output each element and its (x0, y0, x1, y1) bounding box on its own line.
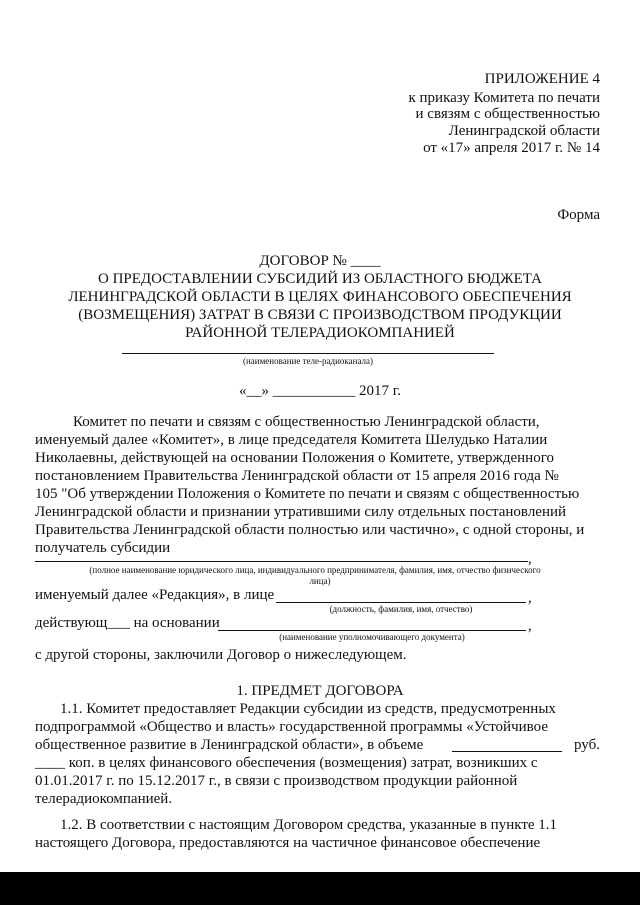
clause-1-2-line: настоящего Договора, предоставляются на частичное финансовое обеспечение (35, 835, 541, 851)
intro-line: постановлением Правительства Ленинградской области от 15 апреля 2016 года № (35, 468, 559, 484)
acting-line: действующ___ на основании (35, 615, 220, 631)
editorial-person-field[interactable] (276, 602, 526, 603)
appendix-title: ПРИЛОЖЕНИЕ 4 (484, 71, 600, 87)
intro-line: Правительства Ленинградской области полностью или частично», с одной стороны, и (35, 522, 585, 538)
recipient-caption-end: лица) (309, 576, 331, 586)
form-label: Форма (557, 207, 600, 223)
contract-title-line-4: (ВОЗМЕЩЕНИЯ) ЗАТРАТ В СВЯЗИ С ПРОИЗВОДСТВОМ ПРОДУКЦИИ (78, 307, 562, 323)
authority-document-field[interactable] (218, 630, 526, 631)
appendix-line-2: к приказу Комитета по печати (408, 90, 600, 106)
contract-title-line-3: ЛЕНИНГРАДСКОЙ ОБЛАСТИ В ЦЕЛЯХ ФИНАНСОВОГО ОБЕСПЕЧЕНИЯ (68, 289, 572, 305)
clause-1-1-line: ____ коп. в целях финансового обеспечения (возмещения) затрат, возникших с (35, 755, 538, 771)
acting-comma: , (528, 618, 532, 634)
appendix-line-4: Ленинградской области (448, 123, 600, 139)
intro-line: именуемый далее «Комитет», в лице председателя Комитета Шелудько Наталии (35, 432, 548, 448)
clause-1-1-line: телерадиокомпанией. (35, 791, 173, 807)
currency-label: руб. (574, 737, 600, 753)
intro-line: Комитет по печати и связям с общественностью Ленинградской области, (73, 414, 540, 430)
clause-1-1-line: 1.1. Комитет предоставляет Редакции субсидии из средств, предусмотренных (60, 701, 556, 717)
other-side-line: с другой стороны, заключили Договор о нижеследующем. (35, 647, 407, 663)
amount-field[interactable] (452, 751, 562, 752)
contract-title: ДОГОВОР № ____ (259, 253, 381, 269)
channel-name-field[interactable] (122, 353, 494, 354)
intro-line: Ленинградской области и признании утратившими силу отдельных постановлений (35, 504, 567, 520)
recipient-name-field[interactable] (35, 561, 528, 562)
contract-date: «__» ___________ 2017 г. (239, 383, 401, 399)
section-1-title: 1. ПРЕДМЕТ ДОГОВОРА (236, 683, 404, 699)
editorial-line: именуемый далее «Редакция», в лице (35, 587, 275, 603)
contract-title-line-5: РАЙОННОЙ ТЕЛЕРАДИОКОМПАНИЕЙ (185, 325, 455, 341)
editorial-comma: , (528, 590, 532, 606)
appendix-line-3: и связям с общественностью (415, 106, 600, 122)
recipient-caption: (полное наименование юридического лица, индивидуального предпринимателя, фамилия, имя, отчество физического (89, 565, 541, 575)
intro-line: получатель субсидии (35, 540, 171, 556)
editorial-caption: (должность, фамилия, имя, отчество) (329, 604, 473, 614)
channel-name-caption: (наименование теле-радиоканала) (242, 356, 374, 366)
clause-1-1-line: общественное развитие в Ленинградской области», в объеме (35, 737, 424, 753)
clause-1-1-line: подпрограммой «Общество и власть» государственной программы «Устойчивое (35, 719, 548, 735)
intro-line: 105 "Об утверждении Положения о Комитете по печати и связям с общественностью (35, 486, 580, 502)
clause-1-1-line: 01.01.2017 г. по 15.12.2017 г., в связи с производством продукции районной (35, 773, 518, 789)
clause-1-2-line: 1.2. В соответствии с настоящим Договором средства, указанные в пункте 1.1 (60, 817, 558, 833)
intro-line: Николаевны, действующей на основании Положения о Комитете, утвержденного (35, 450, 554, 466)
acting-caption: (наименование уполномочивающего документа) (279, 632, 465, 642)
contract-title-line-2: О ПРЕДОСТАВЛЕНИИ СУБСИДИЙ ИЗ ОБЛАСТНОГО БЮДЖЕТА (98, 271, 542, 287)
scan-bottom-border (0, 872, 640, 905)
recipient-comma: , (528, 551, 532, 567)
appendix-line-5: от «17» апреля 2017 г. № 14 (423, 140, 600, 156)
